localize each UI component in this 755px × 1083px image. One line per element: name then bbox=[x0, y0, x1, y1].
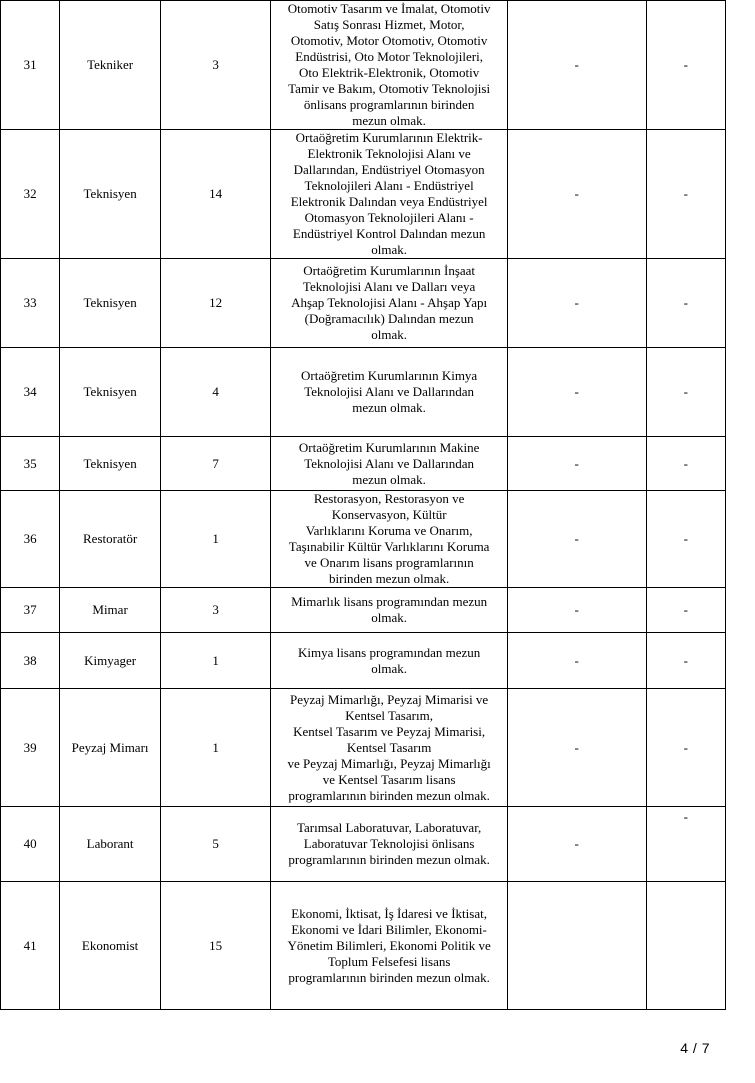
position-count: 15 bbox=[160, 882, 271, 1010]
table-row bbox=[1, 130, 726, 259]
column-b-value: - bbox=[646, 807, 725, 882]
row-number: 41 bbox=[1, 882, 60, 1010]
row-number: 38 bbox=[1, 633, 60, 689]
position-title: Teknisyen bbox=[60, 437, 161, 491]
table-row bbox=[1, 807, 726, 882]
column-a-value bbox=[507, 882, 646, 1010]
table-row bbox=[1, 689, 726, 807]
column-b-value bbox=[646, 882, 725, 1010]
column-b-value: - bbox=[646, 689, 725, 807]
position-count: 14 bbox=[160, 130, 271, 259]
table-row bbox=[1, 1, 726, 130]
page-number: 4 / 7 bbox=[680, 1040, 710, 1056]
position-title: Kimyager bbox=[60, 633, 161, 689]
position-title: Ekonomist bbox=[60, 882, 161, 1010]
requirement-text: Ortaöğretim Kurumlarının Makine Teknolojisi Alanı ve Dallarından mezun olmak. bbox=[271, 437, 507, 491]
position-count: 1 bbox=[160, 491, 271, 588]
column-a-value: - bbox=[507, 588, 646, 633]
row-number: 34 bbox=[1, 348, 60, 437]
table-row bbox=[1, 259, 726, 348]
position-title: Tekniker bbox=[60, 1, 161, 130]
column-a-value: - bbox=[507, 1, 646, 130]
column-b-value: - bbox=[646, 437, 725, 491]
row-number: 40 bbox=[1, 807, 60, 882]
position-count: 1 bbox=[160, 633, 271, 689]
requirement-text: Ortaöğretim Kurumlarının Kimya Teknolojisi Alanı ve Dallarından mezun olmak. bbox=[271, 348, 507, 437]
requirement-text: Ekonomi, İktisat, İş İdaresi ve İktisat, Ekonomi ve İdari Bilimler, Ekonomi- Yönetim Bilimleri, Ekonomi Politik ve Toplum Felsefesi lisans programlarının birinden mezun olmak. bbox=[271, 882, 507, 1010]
requirement-text: Restorasyon, Restorasyon ve Konservasyon, Kültür Varlıklarını Koruma ve Onarım, Taşınabilir Kültür Varlıklarını Koruma ve Onarım lisans programlarının birinden mezun olmak. bbox=[271, 491, 507, 588]
position-count: 1 bbox=[160, 689, 271, 807]
position-title: Laborant bbox=[60, 807, 161, 882]
row-number: 35 bbox=[1, 437, 60, 491]
table-row bbox=[1, 633, 726, 689]
row-number: 37 bbox=[1, 588, 60, 633]
column-a-value: - bbox=[507, 130, 646, 259]
position-title: Mimar bbox=[60, 588, 161, 633]
row-number: 32 bbox=[1, 130, 60, 259]
column-b-value: - bbox=[646, 130, 725, 259]
column-b-value: - bbox=[646, 348, 725, 437]
row-number: 39 bbox=[1, 689, 60, 807]
column-b-value: - bbox=[646, 588, 725, 633]
position-count: 12 bbox=[160, 259, 271, 348]
position-count: 3 bbox=[160, 1, 271, 130]
position-title: Peyzaj Mimarı bbox=[60, 689, 161, 807]
column-a-value: - bbox=[507, 259, 646, 348]
position-title: Teknisyen bbox=[60, 259, 161, 348]
requirement-text: Mimarlık lisans programından mezun olmak. bbox=[271, 588, 507, 633]
table-row bbox=[1, 588, 726, 633]
table-row bbox=[1, 348, 726, 437]
position-count: 3 bbox=[160, 588, 271, 633]
column-a-value: - bbox=[507, 491, 646, 588]
position-count: 7 bbox=[160, 437, 271, 491]
requirement-text: Kimya lisans programından mezun olmak. bbox=[271, 633, 507, 689]
position-title: Teknisyen bbox=[60, 130, 161, 259]
table-row bbox=[1, 882, 726, 1010]
column-b-value: - bbox=[646, 633, 725, 689]
position-count: 4 bbox=[160, 348, 271, 437]
requirement-text: Ortaöğretim Kurumlarının Elektrik- Elektronik Teknolojisi Alanı ve Dallarından, Endüstriyel Otomasyon Teknolojileri Alanı - Endüstriyel Elektronik Dalından veya Endüstriyel Otomasyon Teknolojileri Alanı - Endüstriyel Kontrol Dalından mezun olmak. bbox=[271, 130, 507, 259]
column-a-value: - bbox=[507, 633, 646, 689]
requirement-text: Tarımsal Laboratuvar, Laboratuvar, Laboratuvar Teknolojisi önlisans programlarının birinden mezun olmak. bbox=[271, 807, 507, 882]
column-a-value: - bbox=[507, 689, 646, 807]
requirement-text: Ortaöğretim Kurumlarının İnşaat Teknolojisi Alanı ve Dalları veya Ahşap Teknolojisi Alanı - Ahşap Yapı (Doğramacılık) Dalından mezun olmak. bbox=[271, 259, 507, 348]
position-count: 5 bbox=[160, 807, 271, 882]
requirement-text: Peyzaj Mimarlığı, Peyzaj Mimarisi ve Kentsel Tasarım, Kentsel Tasarım ve Peyzaj Mimarisi, Kentsel Tasarım ve Peyzaj Mimarlığı, Peyzaj Mimarlığı ve Kentsel Tasarım lisans programlarının birinden mezun olmak. bbox=[271, 689, 507, 807]
column-b-value: - bbox=[646, 1, 725, 130]
column-a-value: - bbox=[507, 348, 646, 437]
column-a-value: - bbox=[507, 437, 646, 491]
requirement-text: Otomotiv Tasarım ve İmalat, Otomotiv Satış Sonrası Hizmet, Motor, Otomotiv, Motor Otomotiv, Otomotiv Endüstrisi, Oto Motor Teknolojileri, Oto Elektrik-Elektronik, Otomotiv Tamir ve Bakım, Otomotiv Teknolojisi önlisans programlarının birinden mezun olmak. bbox=[271, 1, 507, 130]
position-title: Restoratör bbox=[60, 491, 161, 588]
table-row bbox=[1, 491, 726, 588]
column-b-value: - bbox=[646, 259, 725, 348]
row-number: 33 bbox=[1, 259, 60, 348]
row-number: 36 bbox=[1, 491, 60, 588]
position-title: Teknisyen bbox=[60, 348, 161, 437]
column-a-value: - bbox=[507, 807, 646, 882]
table-row bbox=[1, 437, 726, 491]
row-number: 31 bbox=[1, 1, 60, 130]
column-b-value: - bbox=[646, 491, 725, 588]
